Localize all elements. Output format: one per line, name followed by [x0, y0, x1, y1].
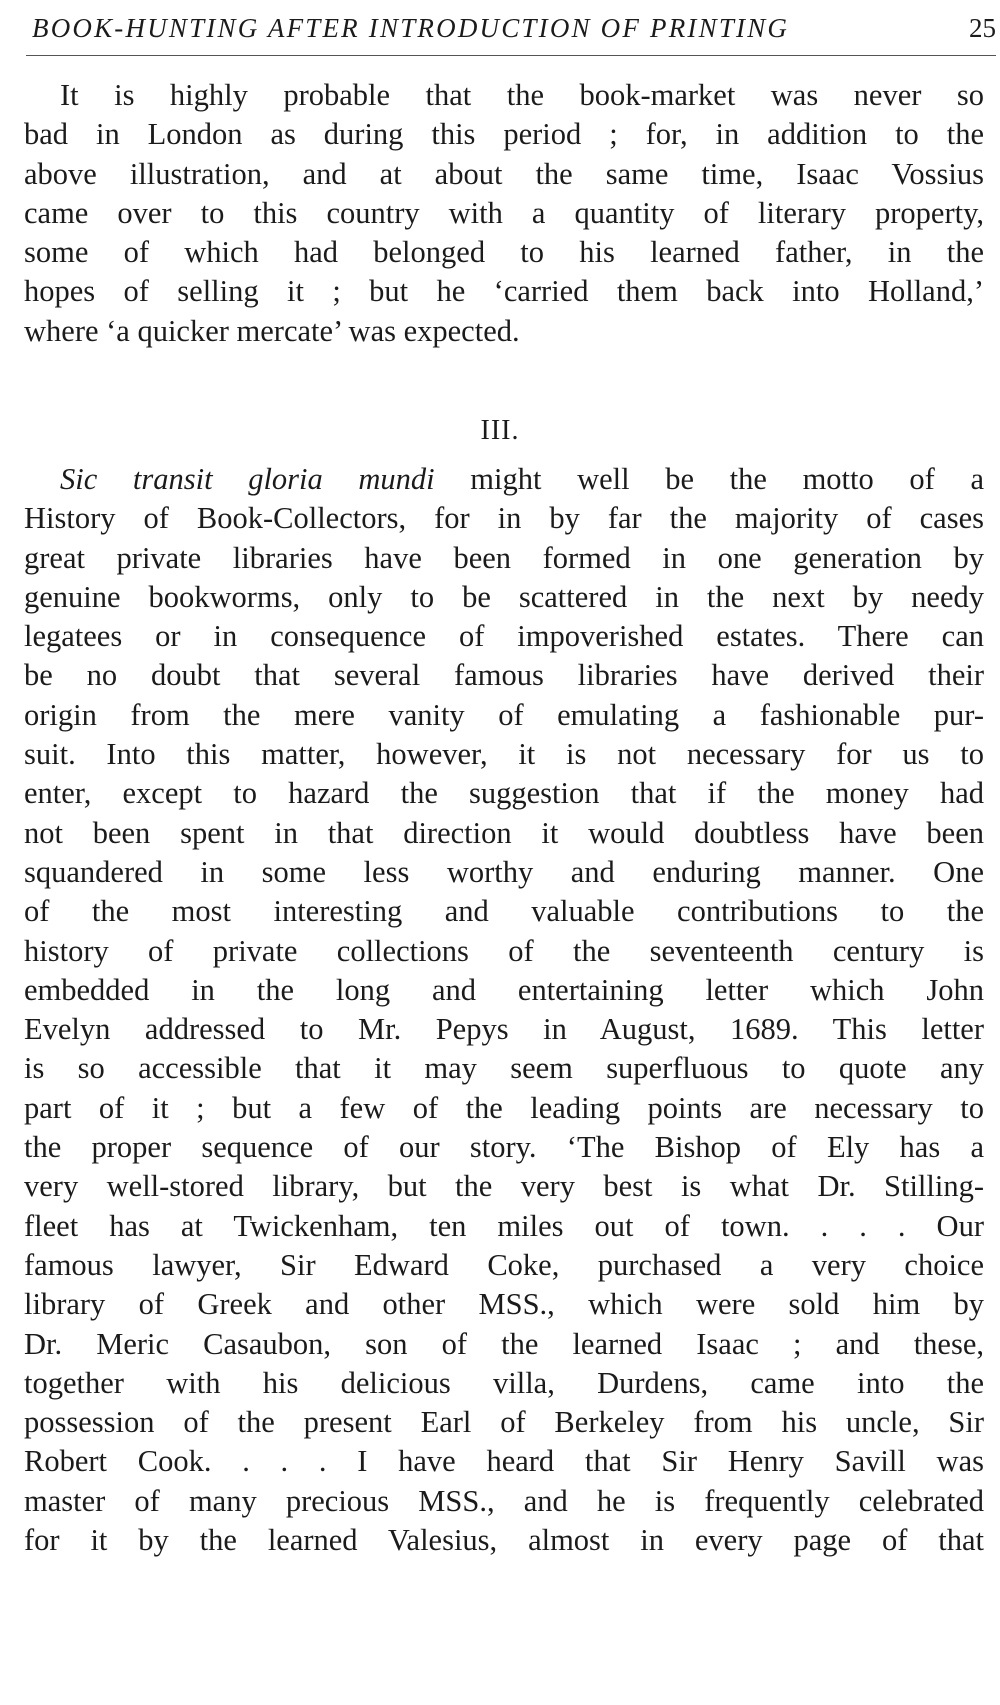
running-head — [32, 8, 996, 48]
text-line: together with his delicious villa, Durdens, came into the — [24, 1365, 984, 1400]
text-line: not been spent in that direction it would doubtless have been — [24, 815, 984, 850]
text-line: is so accessible that it may seem superfluous to quote any — [24, 1051, 984, 1086]
text-line: fleet has at Twickenham, ten miles out of town. . . . Our — [24, 1208, 984, 1243]
text-line: for it by the learned Valesius, almost in every page of that — [24, 1523, 984, 1558]
text-line: legatees or in consequence of impoverished estates. There can — [24, 619, 984, 654]
text-line: be no doubt that several famous libraries have derived their — [24, 658, 984, 693]
section-number: III. — [480, 415, 520, 446]
header-rule — [26, 55, 996, 56]
text-line: origin from the mere vanity of emulating a fashionable pur- — [24, 697, 984, 732]
text-line: of the most interesting and valuable contributions to the — [24, 894, 984, 929]
text-line: History of Book-Collectors, for in by far the majority of cases — [24, 501, 984, 536]
text-line: master of many precious MSS., and he is frequently celebrated — [24, 1483, 984, 1518]
text-line: above illustration, and at about the same time, Isaac Vossius — [24, 156, 984, 191]
text-line: came over to this country with a quantity of literary property, — [24, 195, 984, 230]
text-line: genuine bookworms, only to be scattered in the next by needy — [24, 579, 984, 614]
text-line: possession of the present Earl of Berkeley from his uncle, Sir — [24, 1405, 984, 1440]
text-line: library of Greek and other MSS., which were sold him by — [24, 1287, 984, 1322]
text-line: enter, except to hazard the suggestion that if the money had — [24, 776, 984, 811]
text-line: It is highly probable that the book-market was never so — [60, 78, 984, 112]
text-line: history of private collections of the seventeenth century is — [24, 933, 984, 968]
text-line: part of it ; but a few of the leading points are necessary to — [24, 1090, 984, 1125]
page-number: 25 — [969, 13, 996, 43]
paragraph-vossius — [24, 76, 984, 351]
text-line: Evelyn addressed to Mr. Pepys in August, 1689. This letter — [24, 1012, 984, 1047]
text-line: embedded in the long and entertaining letter which John — [24, 972, 984, 1007]
text-line: some of which had belonged to his learned father, in the — [24, 235, 984, 270]
text-line: bad in London as during this period ; for, in addition to the — [24, 117, 984, 152]
paragraph-book-collectors — [24, 460, 984, 1560]
text-line: suit. Into this matter, however, it is not necessary for us to — [24, 737, 984, 772]
text-line: famous lawyer, Sir Edward Coke, purchased a very choice — [24, 1247, 984, 1282]
text-line: where ‘a quicker mercate’ was expected. — [24, 313, 520, 348]
latin-phrase: Sic transit gloria mundi — [60, 462, 435, 496]
text-line: the proper sequence of our story. ‘The Bishop of Ely has a — [24, 1130, 984, 1165]
text-line: hopes of selling it ; but he ‘carried them back into Holland,’ — [24, 274, 984, 309]
text-line: very well-stored library, but the very best is what Dr. Stilling- — [24, 1169, 984, 1204]
text-line: squandered in some less worthy and enduring manner. One — [24, 854, 984, 889]
text-line: Robert Cook. . . . I have heard that Sir Henry Savill was — [24, 1444, 984, 1479]
text-line: great private libraries have been formed in one generation by — [24, 540, 984, 575]
opening-line-rest: might well be the motto of a — [434, 462, 984, 496]
running-title: BOOK-HUNTING AFTER INTRODUCTION OF PRINTING — [32, 13, 790, 43]
text-line: Dr. Meric Casaubon, son of the learned Isaac ; and these, — [24, 1326, 984, 1361]
text-line-opening — [24, 460, 984, 499]
